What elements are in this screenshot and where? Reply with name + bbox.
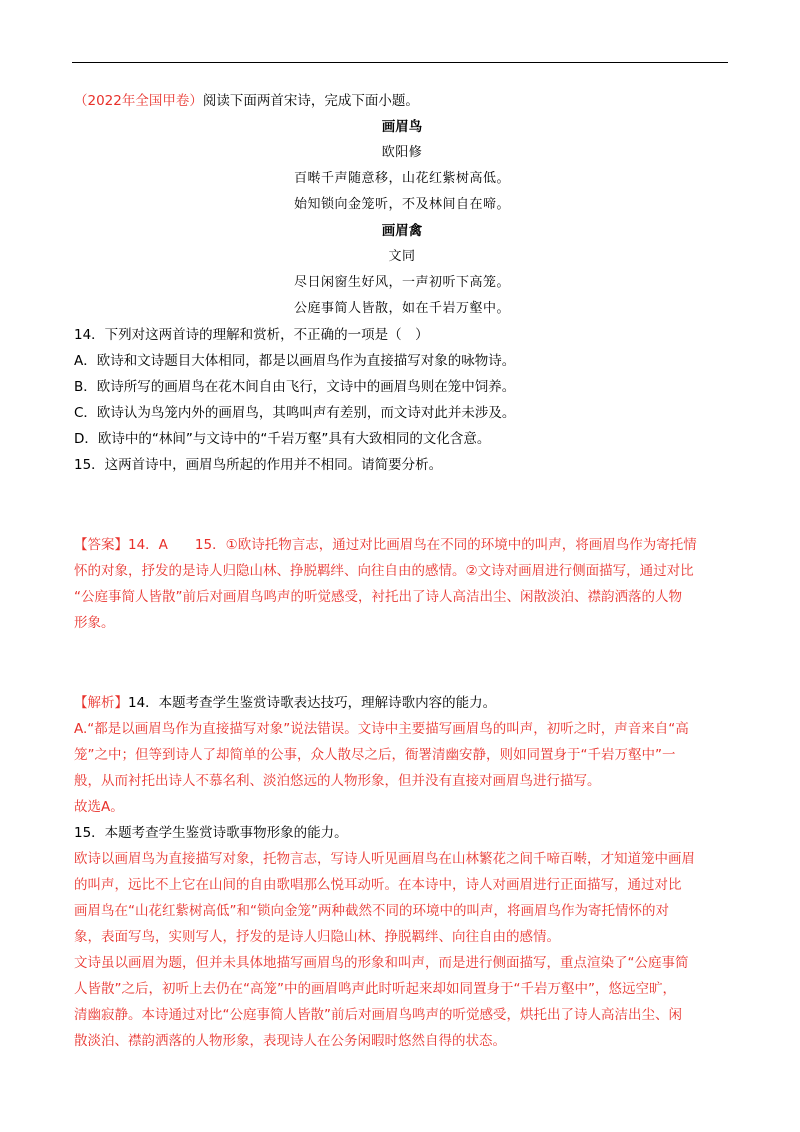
answer-line: “公庭事简人皆散”前后对画眉鸟鸣声的听觉感受，衬托出了诗人高洁出尘、闲散淡泊、襟韵洒落的人物 <box>74 589 682 605</box>
poem2-author: 文同 <box>388 249 416 264</box>
analysis-15-line: 清幽寂静。本诗通过对比“公庭事简人皆散”前后对画眉鸟鸣声的听觉感受，烘托出了诗人高洁出尘、闲 <box>74 1007 682 1023</box>
analysis-15-line: 象，表面写鸟，实则写人，抒发的是诗人归隐山林、挣脱羁绊、向往自由的感情。 <box>74 929 560 945</box>
content <box>74 88 730 1054</box>
analysis-14-line: 笼”之中；但等到诗人了却简单的公事，众人散尽之后，衙署清幽安静，则如同置身于“千岩万壑中”一 <box>74 747 676 763</box>
source-tag: （2022年全国甲卷） <box>74 93 203 109</box>
analysis-15-line: 欧诗以画眉鸟为直接描写对象，托物言志，写诗人听见画眉鸟在山林繁花之间千啼百啭，才知道笼中画眉 <box>74 851 695 867</box>
analysis-15-line: 的叫声，远比不上它在山间的自由歌唱那么悦耳动听。在本诗中，诗人对画眉进行正面描写，通过对比 <box>74 877 682 893</box>
intro-line <box>74 88 730 114</box>
q14-stem: 14．下列对这两首诗的理解和赏析，不正确的一项是（ ） <box>74 327 429 343</box>
poem1-author: 欧阳修 <box>381 145 423 160</box>
poem2-line-1: 尽日闲窗生好风，一声初听下高笼。 <box>293 275 510 290</box>
answer-line: 形象。 <box>74 615 115 631</box>
analysis-15-line: 文诗虽以画眉为题，但并未具体地描写画眉鸟的形象和叫声，而是进行侧面描写，重点渲染了“公庭事简 <box>74 955 689 971</box>
answer-line: 怀的对象，抒发的是诗人归隐山林、挣脱羁绊、向往自由的感情。②文诗对画眉进行侧面描写，通过对比 <box>74 563 694 579</box>
answer-line: 【答案】14．A 15．①欧诗托物言志，通过对比画眉鸟在不同的环境中的叫声，将画眉鸟作为寄托情 <box>74 537 697 553</box>
answer-block <box>74 532 730 636</box>
poem2-line-2: 公庭事简人皆散，如在千岩万壑中。 <box>293 301 510 316</box>
poem1-line-2: 始知锁向金笼听，不及林间自在啼。 <box>293 197 510 212</box>
q15-stem: 15．这两首诗中，画眉鸟所起的作用并不相同。请简要分析。 <box>74 457 443 473</box>
analysis-14-line: A.“都是以画眉鸟作为直接描写对象”说法错误。文诗中主要描写画眉鸟的叫声，初听之时，声音来自“高 <box>74 721 689 737</box>
analysis-header-text: 14．本题考查学生鉴赏诗歌表达技巧，理解诗歌内容的能力。 <box>128 695 497 711</box>
header-rule <box>72 62 728 63</box>
q14-option-d: D．欧诗中的“林间”与文诗中的“千岩万壑”具有大致相同的文化含意。 <box>74 431 491 447</box>
analysis-14-line: 般，从而衬托出诗人不慕名利、淡泊悠远的人物形象，但并没有直接对画眉鸟进行描写。 <box>74 773 601 789</box>
instruction-text: 阅读下面两首宋诗，完成下面小题。 <box>202 93 419 109</box>
analysis-header: 【解析】14．本题考查学生鉴赏诗歌表达技巧，理解诗歌内容的能力。 <box>74 695 497 711</box>
q14-option-a: A．欧诗和文诗题目大体相同，都是以画眉鸟作为直接描写对象的咏物诗。 <box>74 353 516 369</box>
q14-option-b: B．欧诗所写的画眉鸟在花木间自由飞行，文诗中的画眉鸟则在笼中饲养。 <box>74 379 516 395</box>
q14-option-c: C．欧诗认为鸟笼内外的画眉鸟，其鸣叫声有差别，而文诗对此并未涉及。 <box>74 405 516 421</box>
analysis-15-header: 15．本题考查学生鉴赏诗歌事物形象的能力。 <box>74 825 348 841</box>
analysis-15-line: 画眉鸟在“山花红紫树高低”和“锁向金笼”两种截然不同的环境中的叫声，将画眉鸟作为寄托情怀的对 <box>74 903 669 919</box>
poem1-title: 画眉鸟 <box>381 119 423 135</box>
analysis-15-line: 散淡泊、襟韵洒落的人物形象，表现诗人在公务闲暇时悠然自得的状态。 <box>74 1033 506 1049</box>
analysis-14-line: 故选A。 <box>74 799 124 815</box>
analysis-block <box>74 690 730 1054</box>
poem1-line-1: 百啭千声随意移，山花红紫树高低。 <box>293 171 510 186</box>
poem2-title: 画眉禽 <box>381 223 423 239</box>
analysis-15-line: 人皆散”之后，初听上去仍在“高笼”中的画眉鸣声此时听起来却如同置身于“千岩万壑中”，悠远空旷， <box>74 981 676 997</box>
